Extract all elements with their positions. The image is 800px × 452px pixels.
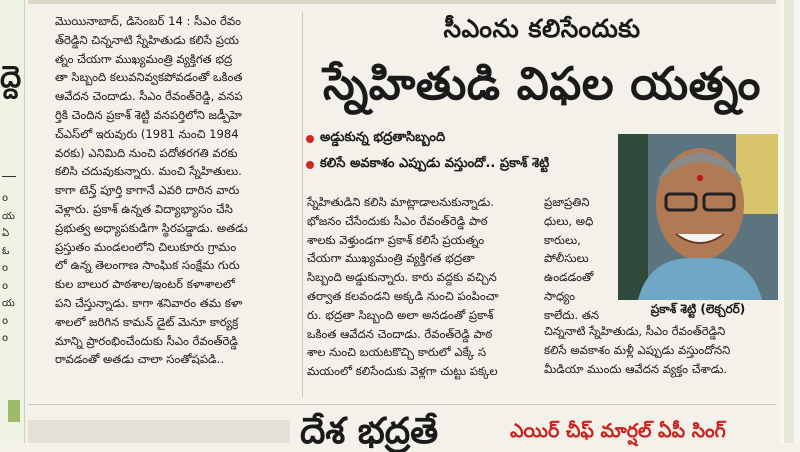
green-bar — [8, 400, 20, 422]
left-strip-line: o — [2, 193, 9, 204]
right-article-strip — [780, 0, 800, 443]
headline-kicker: సీఎంను కలిసేందుకు — [443, 14, 641, 43]
article-column-left — [55, 12, 299, 369]
body-line: రావడంతో అతడు చాలా సంతోషపడి.. — [55, 352, 225, 367]
left-article-strip — [0, 0, 25, 443]
bullet-text: అడ్డుకున్న భద్రతాసిబ్బంది — [320, 130, 446, 145]
body-line: మొయినాబాద్, డిసెంబర్ 14 : సీఎం రేవం — [55, 14, 242, 28]
left-strip-line: o — [2, 280, 9, 292]
body-line: కాగా టెన్త్ పూర్తి కాగానే ఎవరి దారిన వారు — [55, 183, 240, 198]
body-line: కలిసే అవకాశం మళ్లీ ఎప్పుడు వస్తుందోనని — [544, 342, 731, 357]
body-line: ఒకింత ఆవేదన చెందాడు. రేవంత్‌రెడ్డి పాఠ — [307, 326, 493, 341]
next-section-tab — [28, 420, 290, 443]
photo-caption: ప్రకాశ్ శెట్టి (లెక్చరర్) — [650, 302, 746, 316]
body-line: చ్ఎస్‌లో ఇరువురు (1981 నుంచి 1984 — [55, 126, 239, 141]
article-column-bottom — [544, 322, 776, 378]
body-line: త్‌రెడ్డిని చిన్ననాటి స్నేహితుడు కలిసే ప్రయ — [55, 32, 239, 47]
body-line: ర్తికి చెందిన ప్రకాశ్ శెట్టి వనపర్తిలోని జడ్పీహె — [55, 107, 242, 122]
left-strip-line: ఏ — [2, 228, 10, 239]
body-line: త్నం చేయగా ముఖ్యమంత్రి వ్యక్తిగత భద్ర — [55, 51, 233, 66]
body-line: చిన్ననాటి స్నేహితుడు, సీఎం రేవంత్‌రెడ్డిని — [544, 324, 726, 338]
body-line: ఆవేదన చెందాడు. సీఎం రేవంత్‌రెడ్డి, వనప — [55, 89, 243, 104]
body-line: ప్రభుత్వ అధ్యాపకుడిగా స్థిరపడ్డాడు. అతడు — [55, 220, 248, 235]
right-strip-bar — [784, 0, 794, 443]
body-line: కుల బాలుర పాఠశాల/ఇంటర్ కళాశాలలో — [55, 277, 235, 292]
portrait-illustration — [618, 134, 778, 300]
next-article-headline: దేశ భద్రతే — [300, 411, 439, 452]
body-line: స్నేహితుడిని కలిసి మాట్లాడాలనుకున్నాడు. — [307, 195, 494, 209]
highlight-bullet — [306, 152, 611, 178]
body-line: ధులు, అధి — [544, 213, 594, 228]
left-strip-line: య — [2, 210, 15, 222]
bottom-rule — [28, 404, 776, 405]
body-line: కలిసి చదువుకున్నారు. మంచి స్నేహితులు. — [55, 164, 242, 179]
body-line: తర్వాత కలవండని అక్కడి నుంచి పంపించా — [307, 288, 499, 303]
next-article-red-headline: ఎయిర్ చీఫ్ మార్షల్ ఏపీ సింగ్ — [510, 420, 726, 442]
top-rule — [28, 0, 776, 4]
body-line: ప్రజాప్రతిని — [544, 195, 590, 209]
body-line: సిబ్బంది అడ్డుకున్నారు. కారు వద్దకు వచ్చిన — [307, 270, 497, 285]
left-strip-line: o — [2, 263, 9, 274]
bullet-dot-icon — [306, 161, 314, 169]
body-line: శాల నుంచి బయటకొచ్చి కారులో ఎక్కే స — [307, 345, 487, 360]
article-headline: స్నేహితుడి విఫల యత్నం — [323, 57, 761, 110]
left-strip-dash — [2, 176, 16, 177]
body-line: వెళ్లారు. ప్రకాశ్ ఉన్నత విద్యాభ్యాసం చేసి — [55, 201, 233, 216]
left-strip-line: o — [2, 315, 9, 327]
body-line: కాలేదు. తన — [544, 307, 599, 322]
body-line: మయంలో కలిసేందుకు వెళ్లగా చుట్టు పక్కల — [307, 364, 498, 379]
body-line: శాలలో జరిగిన కామన్ డైట్ మెనూ కార్యక్ర — [55, 314, 239, 329]
body-line: మాన్ని ప్రారంభించేందుకు సీఎం రేవంత్‌రెడ్డి — [55, 333, 238, 348]
left-strip-glyph: ద్దె — [0, 60, 22, 95]
body-line: వరకు) ఎనిమిది నుంచి పదోతరగతి వరకు — [55, 145, 238, 160]
body-line: కారులు, — [544, 232, 581, 247]
left-strip-line: ఓ — [2, 245, 10, 257]
highlight-bullets — [306, 126, 611, 178]
body-line: చేయగా ముఖ్యమంత్రి వ్యక్తిగత భద్రతా — [307, 251, 475, 266]
body-line: పోలీసులు — [544, 251, 589, 266]
body-line: భోజనం చేసేందుకు సీఎం రేవంత్‌రెడ్డి పాఠ — [307, 213, 488, 228]
left-strip-line: య — [2, 298, 15, 309]
bullet-text: కలిసే అవకాశం ఎప్పుడు వస్తుందో.. ప్రకాశ్ శెట్టి — [320, 156, 550, 171]
column-divider — [302, 12, 303, 397]
bullet-dot-icon — [306, 135, 314, 143]
left-strip-line: o — [2, 333, 9, 344]
body-line: రు. భద్రతా సిబ్బంది అలా అనడంతో ప్రకాశ్ — [307, 307, 494, 322]
highlight-bullet — [306, 126, 611, 152]
body-line: తా సిబ్బంది కలువనివ్వకపోవడంతో ఒకింత — [55, 70, 243, 85]
body-line: పని చేస్తున్నాడు. కాగా శనివారం తమ కళా — [55, 295, 243, 310]
body-line: లో ఉన్న తెలంగాణ సాంఘిక సంక్షేమ గురు — [55, 258, 240, 273]
body-line: సాధ్యం — [544, 288, 575, 303]
body-line: శాలకు వెళ్తుండగా ప్రకాశ్ కలిసే ప్రయత్నం — [307, 232, 485, 247]
left-strip-lines — [2, 190, 15, 348]
portrait-photo — [618, 134, 778, 300]
body-line: ప్రస్తుతం మండలంలోని చిలుకూరు గ్రామం — [55, 239, 237, 254]
body-line: ఉండడంతో — [544, 270, 594, 285]
article-column-middle — [307, 193, 535, 381]
article-column-right — [544, 193, 604, 325]
body-line: మీడియా ముందు ఆవేదన వ్యక్తం చేశాడు. — [544, 361, 728, 376]
